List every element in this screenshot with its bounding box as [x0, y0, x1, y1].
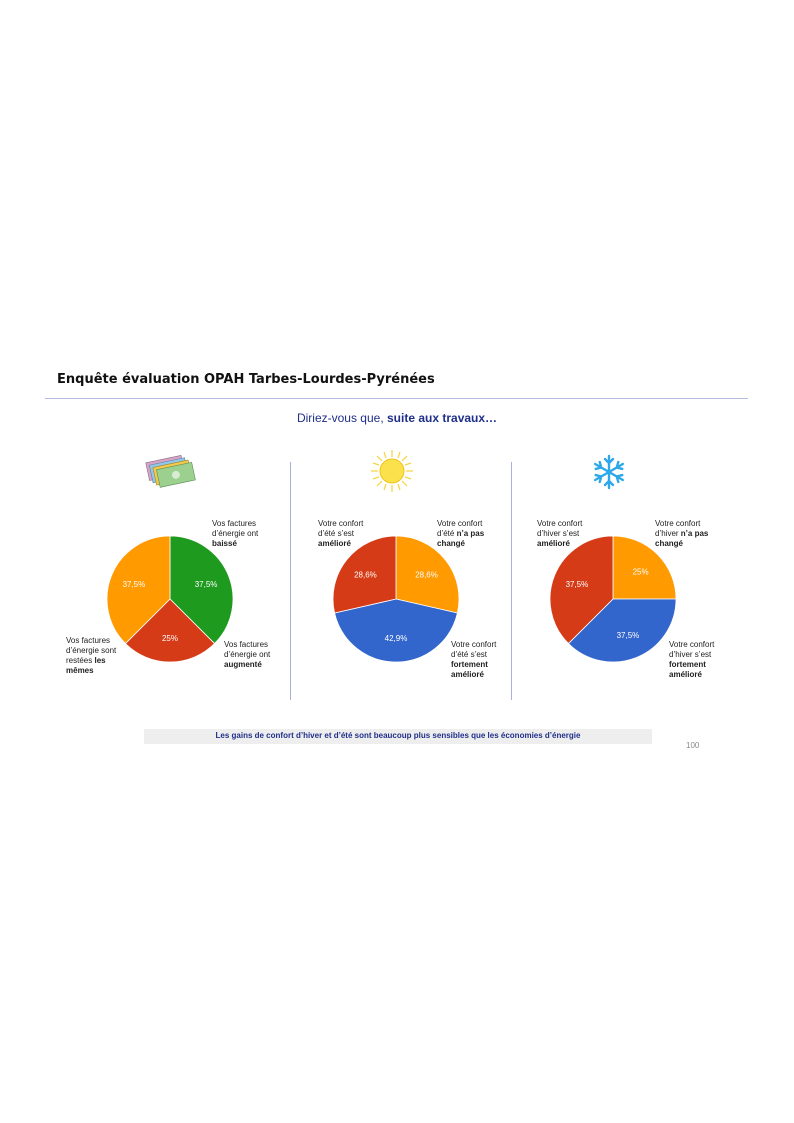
chart1-value-label-2: 25%	[161, 634, 179, 644]
label-text: Vos factures d’énergie ont	[224, 640, 271, 659]
label-bold: n’a pas changé	[655, 529, 709, 548]
chart2-label-ameliore	[318, 519, 376, 549]
label-text: Vos factures d’énergie sont restées	[66, 636, 117, 665]
chart1-value-label-3: 37,5%	[122, 580, 146, 590]
label-bold: amélioré	[318, 539, 351, 548]
label-bold: augmenté	[224, 660, 262, 669]
chart3-label-pas-change	[655, 519, 715, 549]
conclusion-text: Les gains de confort d’hiver et d’été sont beaucoup plus sensibles que les économies d’énergie	[215, 731, 581, 740]
chart1-value-label-1: 37,5%	[194, 580, 218, 590]
label-bold: amélioré	[537, 539, 570, 548]
question-bold: suite aux travaux…	[387, 411, 498, 425]
chart3-value-label-3: 37,5%	[565, 580, 589, 590]
label-text: Votre confort d’été s’est	[451, 640, 497, 659]
chart1-label-augmente	[224, 640, 286, 670]
chart2-value-label-3: 28,6%	[354, 570, 377, 580]
label-bold: n’a pas changé	[437, 529, 485, 548]
chart2-label-pas-change	[437, 519, 499, 549]
label-text: Votre confort d’été s’est	[318, 519, 364, 538]
label-text: Votre confort d’hiver s’est	[537, 519, 583, 538]
label-bold: les mêmes	[66, 656, 106, 675]
chart2-value-label-2: 42,9%	[384, 634, 408, 644]
chart3-label-fortement	[669, 640, 727, 680]
label-text: Vos factures d’énergie ont	[212, 519, 259, 538]
label-text: Votre confort d’hiver s’est	[669, 640, 715, 659]
label-text: Votre confort d’été	[437, 519, 483, 538]
chart3-value-label-2: 37,5%	[616, 631, 640, 641]
label-bold: baissé	[212, 539, 237, 548]
label-text: Votre confort d’hiver	[655, 519, 701, 538]
chart3-label-ameliore	[537, 519, 595, 549]
page-number: 100	[686, 741, 700, 750]
chart1-label-baisse	[212, 519, 276, 549]
label-bold: fortement amélioré	[669, 660, 706, 679]
page-title: Enquête évaluation OPAH Tarbes-Lourdes-Pyrénées	[57, 372, 435, 387]
chart1-label-memes	[66, 636, 126, 676]
chart2-label-fortement	[451, 640, 509, 680]
label-bold: fortement amélioré	[451, 660, 488, 679]
chart2-value-label-1: 28,6%	[415, 570, 438, 580]
chart3-value-label-1: 25%	[632, 567, 649, 577]
question-prefix: Diriez-vous que,	[296, 411, 387, 425]
